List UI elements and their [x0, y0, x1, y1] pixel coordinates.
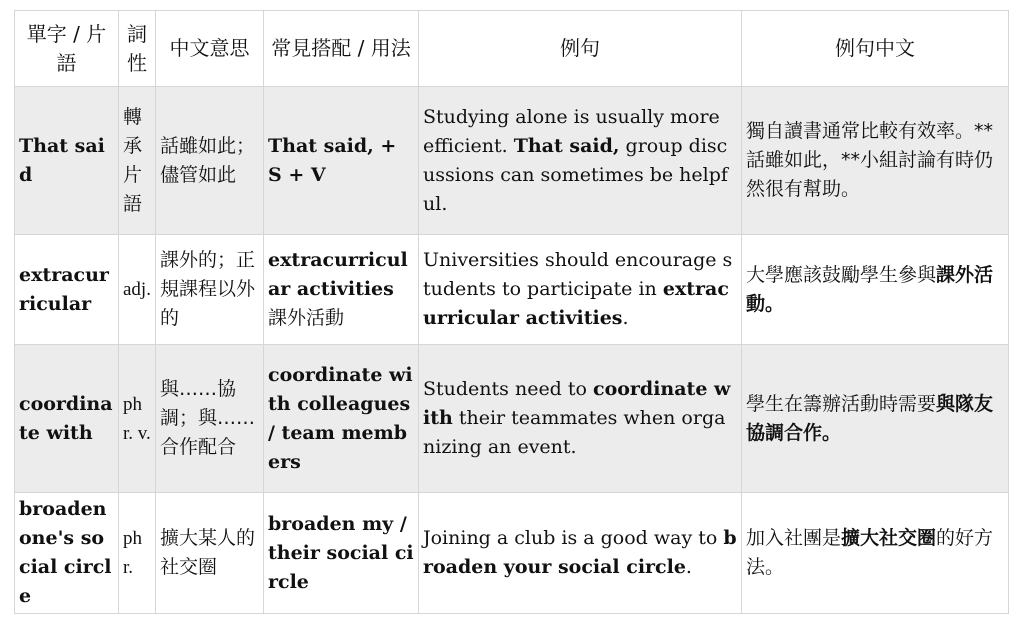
example-keyword: coordinate with — [423, 378, 731, 429]
word-cell: That said — [15, 87, 119, 235]
collocation-text: That said, + S + V — [268, 134, 397, 186]
header-word: 單字 / 片語 — [15, 11, 119, 87]
example-zh-cell — [742, 87, 1009, 235]
example-keyword: broaden your social circle — [423, 527, 737, 578]
header-row — [15, 11, 1009, 87]
meaning-cell: 與……協調；與……合作配合 — [156, 345, 264, 493]
word-cell: extracurricular — [15, 235, 119, 345]
example-zh-text: 加入社團是 — [746, 527, 842, 549]
example-zh-text: 學生在籌辦活動時需要 — [746, 392, 937, 415]
meaning-cell: 話雖如此；儘管如此 — [156, 87, 264, 235]
header-meaning: 中文意思 — [156, 11, 264, 87]
example-text: Joining a club is a good way to — [423, 527, 724, 549]
collocation-cell — [264, 235, 419, 345]
example-zh-keyword: 與隊友協調合作。 — [746, 392, 994, 444]
example-zh-keyword: 擴大社交圈 — [841, 527, 937, 549]
vocabulary-table — [14, 10, 1009, 614]
example-text: Universities should encourage students to participate in — [423, 249, 733, 300]
collocation-cell — [264, 345, 419, 493]
example-cell — [419, 235, 742, 345]
word-cell: coordinate with — [15, 345, 119, 493]
collocation-cell — [264, 87, 419, 235]
example-zh-cell — [742, 235, 1009, 345]
example-zh-cell — [742, 345, 1009, 493]
collocation-translation: 課外活動 — [268, 307, 345, 329]
collocation-cell — [264, 493, 419, 614]
header-collocation: 常見搭配 / 用法 — [264, 11, 419, 87]
meaning-cell: 擴大某人的社交圈 — [156, 493, 264, 614]
example-zh-keyword: 課外活動。 — [746, 263, 994, 315]
collocation-text: extracurricular activities — [268, 249, 408, 300]
table-row — [15, 345, 1009, 493]
example-text: Students need to — [423, 378, 593, 400]
pos-cell: 轉承片語 — [119, 87, 156, 235]
example-text-after: . — [622, 307, 629, 329]
example-zh-cell — [742, 493, 1009, 614]
example-text-after: their teammates when organizing an event. — [423, 407, 726, 458]
example-cell — [419, 87, 742, 235]
collocation-text: broaden my / their social circle — [268, 512, 414, 593]
example-cell — [419, 493, 742, 614]
header-pos: 詞性 — [119, 11, 156, 87]
example-cell — [419, 345, 742, 493]
example-text-after: . — [685, 556, 692, 578]
header-example-zh: 例句中文 — [742, 11, 1009, 87]
pos-cell: adj. — [119, 235, 156, 345]
example-keyword: That said, — [513, 134, 620, 157]
pos-cell: phr. — [119, 493, 156, 614]
collocation-text: coordinate with colleagues / team members — [268, 363, 413, 473]
table-row — [15, 493, 1009, 614]
example-zh-text: 獨自讀書通常比較有效率。**話雖如此，**小組討論有時仍然很有幫助。 — [746, 120, 994, 200]
meaning-cell: 課外的；正規課程以外的 — [156, 235, 264, 345]
table-row — [15, 235, 1009, 345]
example-zh-text-after: 的好方法。 — [746, 527, 994, 578]
table-row — [15, 87, 1009, 235]
example-text-after: group discussions can sometimes be helpful. — [423, 134, 728, 215]
example-text: Studying alone is usually more efficient. — [423, 105, 720, 157]
header-example: 例句 — [419, 11, 742, 87]
example-keyword: extracurricular activities — [423, 278, 729, 329]
pos-cell: phr. v. — [119, 345, 156, 493]
word-cell: broaden one's social circle — [15, 493, 119, 614]
example-zh-text: 大學應該鼓勵學生參與 — [746, 263, 937, 286]
